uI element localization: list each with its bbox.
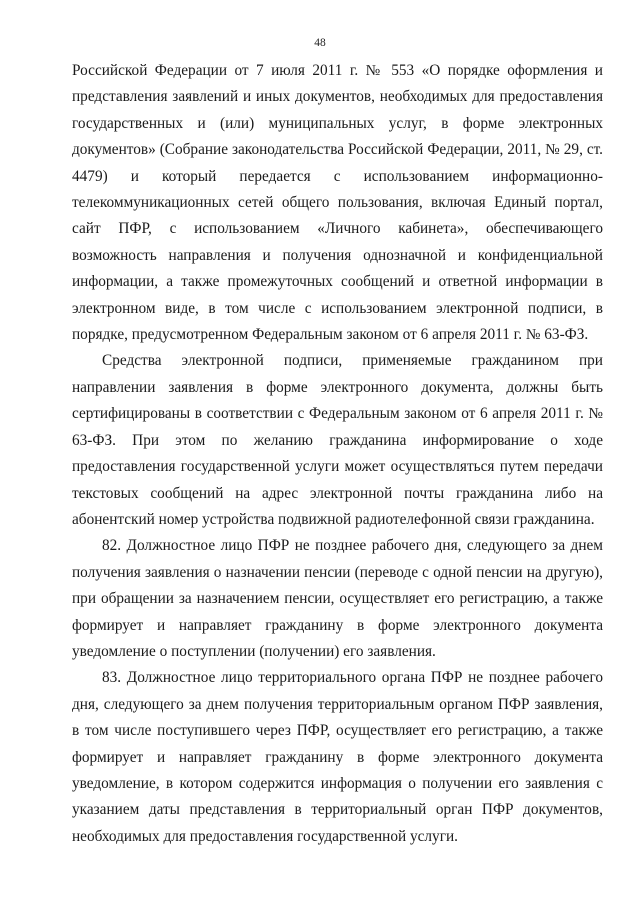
paragraph-82: 82. Должностное лицо ПФР не позднее рабочего дня, следующего за днем получения заявления о назначении пенсии (переводе с одной пенсии на другую), при обращении за назначением пенсии, осуществляет его регистрацию, а также формирует и направляет гражданину в форме электронного документа уведомление о поступлении (получении) его заявления. <box>72 537 603 660</box>
document-body <box>72 58 603 850</box>
page-number: 48 <box>314 37 326 49</box>
paragraph-continuation: Российской Федерации от 7 июля 2011 г. № 553 «О порядке оформления и представления заявлений и иных документов, необходимых для предоставления государственных и (или) муниципальных услуг, в форме электронных документов» (Собрание законодательства Российской Федерации, 2011, № 29, ст. 4479) и который передается с использованием информационно-телекоммуникационных сетей общего пользования, включая Единый портал, сайт ПФР, с использованием «Личного кабинета», обеспечивающего возможность направления и получения однозначной и конфиденциальной информации, а также промежуточных сообщений и ответной информации в электронном виде, в том числе с использованием электронной подписи, в порядке, предусмотренном Федеральным законом от 6 апреля 2011 г. № 63-ФЗ. <box>72 62 603 344</box>
paragraph-electronic-signature: Средства электронной подписи, применяемые гражданином при направлении заявления в форме электронного документа, должны быть сертифицированы в соответствии с Федеральным законом от 6 апреля 2011 г. № 63-ФЗ. При этом по желанию гражданина информирование о ходе предоставления государственной услуги может осуществляться путем передачи текстовых сообщений на адрес электронной почты гражданина либо на абонентский номер устройства подвижной радиотелефонной связи гражданина. <box>72 352 603 528</box>
paragraph-83: 83. Должностное лицо территориального органа ПФР не позднее рабочего дня, следующего за днем получения территориальным органом ПФР заявления, в том числе поступившего через ПФР, осуществляет его регистрацию, а также формирует и направляет гражданину в форме электронного документа уведомление, в котором содержится информация о получении его заявления с указанием даты представления в территориальный орган ПФР документов, необходимых для предоставления государственной услуги. <box>72 669 603 845</box>
